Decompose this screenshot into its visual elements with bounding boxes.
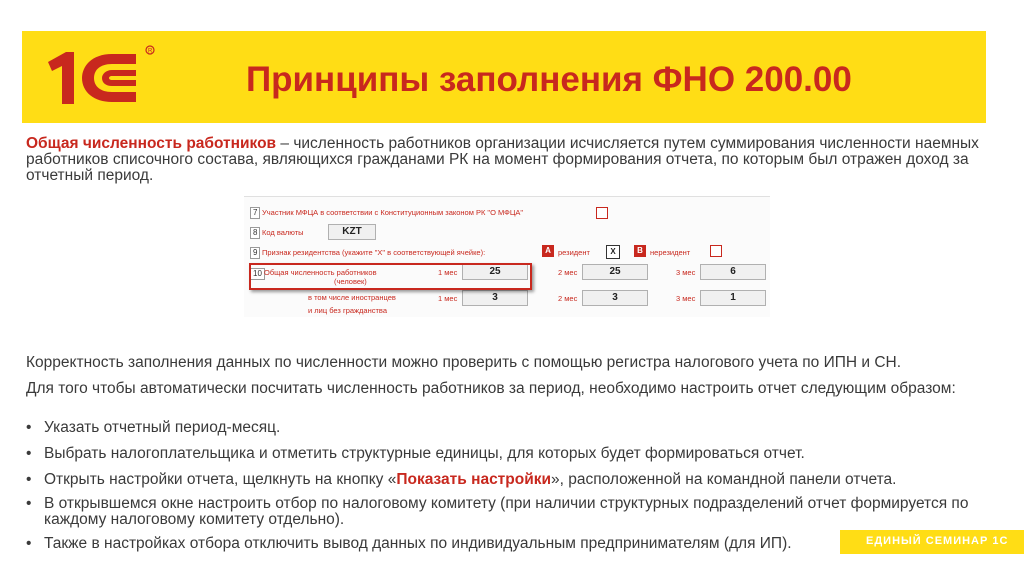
row7-number: 7: [250, 207, 260, 219]
paragraph-setup: Для того чтобы автоматически посчитать численность работников за период, необходимо настроить отчет следующим образом:: [26, 380, 956, 397]
resident-checkbox[interactable]: X: [606, 245, 620, 259]
bullet-text-after: », расположенной на командной панели отчета.: [551, 471, 897, 488]
bullet-text: В открывшемся окне настроить отбор по налоговому комитету (при наличии структурных подразделений отчет формируется по каждому налоговому комитету отдельно).: [44, 495, 969, 528]
bullet-text-before: Открыть настройки отчета, щелкнуть на кнопку «: [44, 471, 397, 488]
foreign-label: в том числе иностранцев: [308, 293, 396, 302]
bullet-glyph: •: [26, 471, 32, 488]
option-b-label: нерезидент: [650, 248, 691, 257]
month1-label: 1 мес: [438, 268, 458, 277]
bullet-item: [26, 446, 1001, 462]
foreign-month1-field[interactable]: 3: [462, 290, 528, 306]
month2-label-foreign: 2 мес: [558, 294, 578, 303]
row7-label: Участник МФЦА в соответствии с Конституционным законом РК "О МФЦА": [262, 208, 524, 217]
bullet-text: Указать отчетный период-месяц.: [44, 419, 281, 436]
option-a-badge: A: [542, 245, 554, 257]
bullet-text: Также в настройках отбора отключить вывод данных по индивидуальным предпринимателям (для ИП).: [44, 535, 792, 552]
total-month2-field[interactable]: 25: [582, 264, 648, 280]
bullet-text: [44, 472, 1001, 488]
bullet-item: [26, 420, 1001, 436]
row9-number: 9: [250, 247, 260, 259]
option-a-label: резидент: [558, 248, 590, 257]
row10-highlight-frame: [249, 263, 532, 290]
month3-label-foreign: 3 мес: [676, 294, 696, 303]
foreign-month2-field[interactable]: 3: [582, 290, 648, 306]
bullet-text: Выбрать налогоплательщика и отметить структурные единицы, для которых будет формироваться отчет.: [44, 445, 805, 462]
page-title: Принципы заполнения ФНО 200.00: [246, 60, 852, 99]
month1-label-foreign: 1 мес: [438, 294, 458, 303]
total-month3-field[interactable]: 6: [700, 264, 766, 280]
total-month1-field[interactable]: 25: [462, 264, 528, 280]
bullet-item: [26, 472, 1001, 488]
row7-checkbox[interactable]: [596, 207, 608, 219]
show-settings-link[interactable]: Показать настройки: [396, 471, 552, 488]
paragraph-check: Корректность заполнения данных по численности можно проверить с помощью регистра налогового учета по ИПН и СН.: [26, 354, 902, 371]
nonresident-checkbox[interactable]: [710, 245, 722, 257]
row10-label: Общая численность работников: [264, 268, 377, 277]
intro-paragraph: [26, 136, 1001, 184]
foreign-month3-field[interactable]: 1: [700, 290, 766, 306]
row10-number: 10: [250, 268, 265, 280]
row9-label: Признак резидентства (укажите "Х" в соответствующей ячейке):: [262, 248, 486, 257]
bullet-glyph: •: [26, 445, 32, 462]
option-b-badge: B: [634, 245, 646, 257]
intro-text: – численность работников организации исчисляется путем суммирования численности наемных работников списочного состава, являющихся гражданами РК на момент формирования отчета, по которым был отражен доход за отчетный период.: [26, 135, 979, 184]
bullet-glyph: •: [26, 535, 32, 552]
1c-logo: [40, 40, 160, 112]
foreign-label-2: и лиц без гражданства: [308, 306, 387, 315]
form-screenshot: [244, 196, 770, 317]
svg-text:R: R: [148, 48, 153, 55]
currency-code-field[interactable]: KZT: [328, 224, 376, 240]
bullet-glyph: •: [26, 495, 32, 512]
row8-number: 8: [250, 227, 260, 239]
row10-label-unit: (человек): [334, 277, 367, 286]
footer-label: ЕДИНЫЙ СЕМИНАР 1С: [866, 535, 1009, 547]
intro-term: Общая численность работников: [26, 135, 277, 152]
month3-label: 3 мес: [676, 268, 696, 277]
bullet-glyph: •: [26, 419, 32, 436]
bullet-item: [26, 536, 1001, 552]
bullet-item: [26, 496, 1001, 528]
row8-label: Код валюты: [262, 228, 304, 237]
month2-label: 2 мес: [558, 268, 578, 277]
